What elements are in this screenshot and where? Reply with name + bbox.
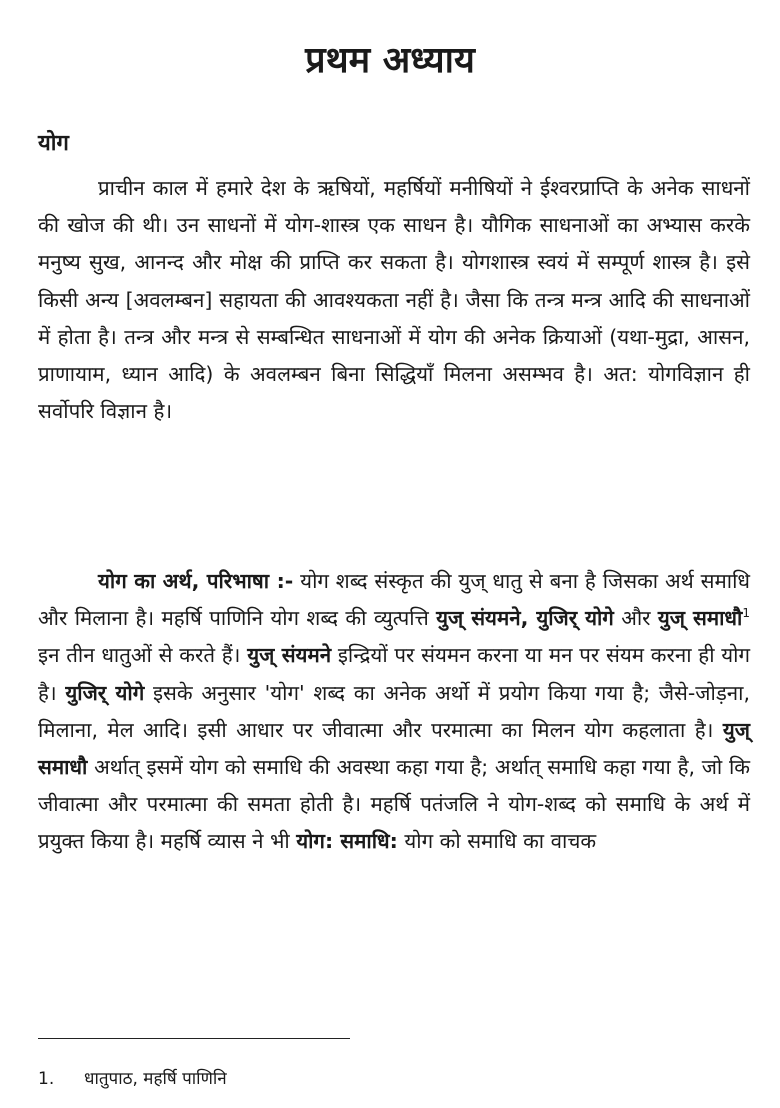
text-segment: योग शब्द संस्कृत की युज् धातु से बना है जिसका अर्थ समाधि और मिलाना है। महर्षि पाणिनि योग शब्द की व्युत्पत्ति	[38, 569, 750, 631]
text-segment: इन तीन धातुओं से करते हैं।	[38, 643, 248, 668]
bold-term: युजिर् योगे	[65, 680, 145, 705]
text-segment: अर्थात् इसमें योग को समाधि की अवस्था कहा गया है; अर्थात् समाधि कहा गया है, जो कि जीवात्मा और परमात्मा की समता होती है। महर्षि पतंजलि ने योग-शब्द को समाधि के अर्थ में प्रयुक्त किया है। महर्षि व्यास ने भी	[38, 755, 750, 854]
footnote-reference: 1	[742, 606, 750, 621]
bold-term: युज् समाधौ	[38, 717, 750, 780]
bold-term: युज् संयमने	[247, 643, 332, 668]
definition-lead: योग का अर्थ, परिभाषा :-	[98, 569, 294, 593]
bold-term: युज् संयमने, युजिर् योगे	[436, 606, 614, 631]
chapter-title: प्रथम अध्याय	[305, 40, 475, 81]
text-segment: योग को समाधि का वाचक	[397, 829, 597, 854]
bold-term: युज् समाधौ	[657, 606, 743, 631]
footnote-divider	[38, 1038, 350, 1039]
section-heading: योग	[38, 131, 69, 156]
text-segment: इन्द्रियों पर संयमन करना या मन पर संयम करना ही योग है।	[38, 643, 751, 705]
footnote-number: 1.	[38, 1069, 55, 1089]
text-segment: इसके अनुसार 'योग' शब्द का अनेक अर्थो में प्रयोग किया गया है; जैसे-जोड़ना, मिलाना, मेल आदि। इसी आधार पर जीवात्मा और परमात्मा का मिलन योग कहलाता है।	[38, 680, 750, 742]
text-segment: और	[613, 606, 658, 631]
footnote-text: धातुपाठ, महर्षि पाणिनि	[84, 1069, 227, 1089]
footnote	[38, 1066, 227, 1092]
paragraph-intro: प्राचीन काल में हमारे देश के ऋषियों, महर्षियों मनीषियों ने ईश्वरप्राप्ति के अनेक साधनों की खोज की थी। उन साधनों में योग-शास्त्र एक साधन है। यौगिक साधनाओं का अभ्यास करके मनुष्य सुख, आनन्द और मोक्ष की प्राप्ति कर सकता है। योगशास्त्र स्वयं में सम्पूर्ण शास्त्र है। इसे किसी अन्य [अवलम्बन] सहायता की आवश्यकता नहीं है। जैसा कि तन्त्र मन्त्र आदि की साधनाओं में होता है। तन्त्र और मन्त्र से सम्बन्धित साधनाओं में योग की अनेक क्रियाओं (यथा-मुद्रा, आसन, प्राणायाम, ध्यान आदि) के अवलम्बन बिना सिद्धियाँ मिलना असम्भव है। अत: योगविज्ञान ही सर्वोपरि विज्ञान है।	[38, 176, 750, 424]
paragraph-definition	[38, 563, 750, 861]
bold-term: योग: समाधि:	[296, 829, 398, 854]
